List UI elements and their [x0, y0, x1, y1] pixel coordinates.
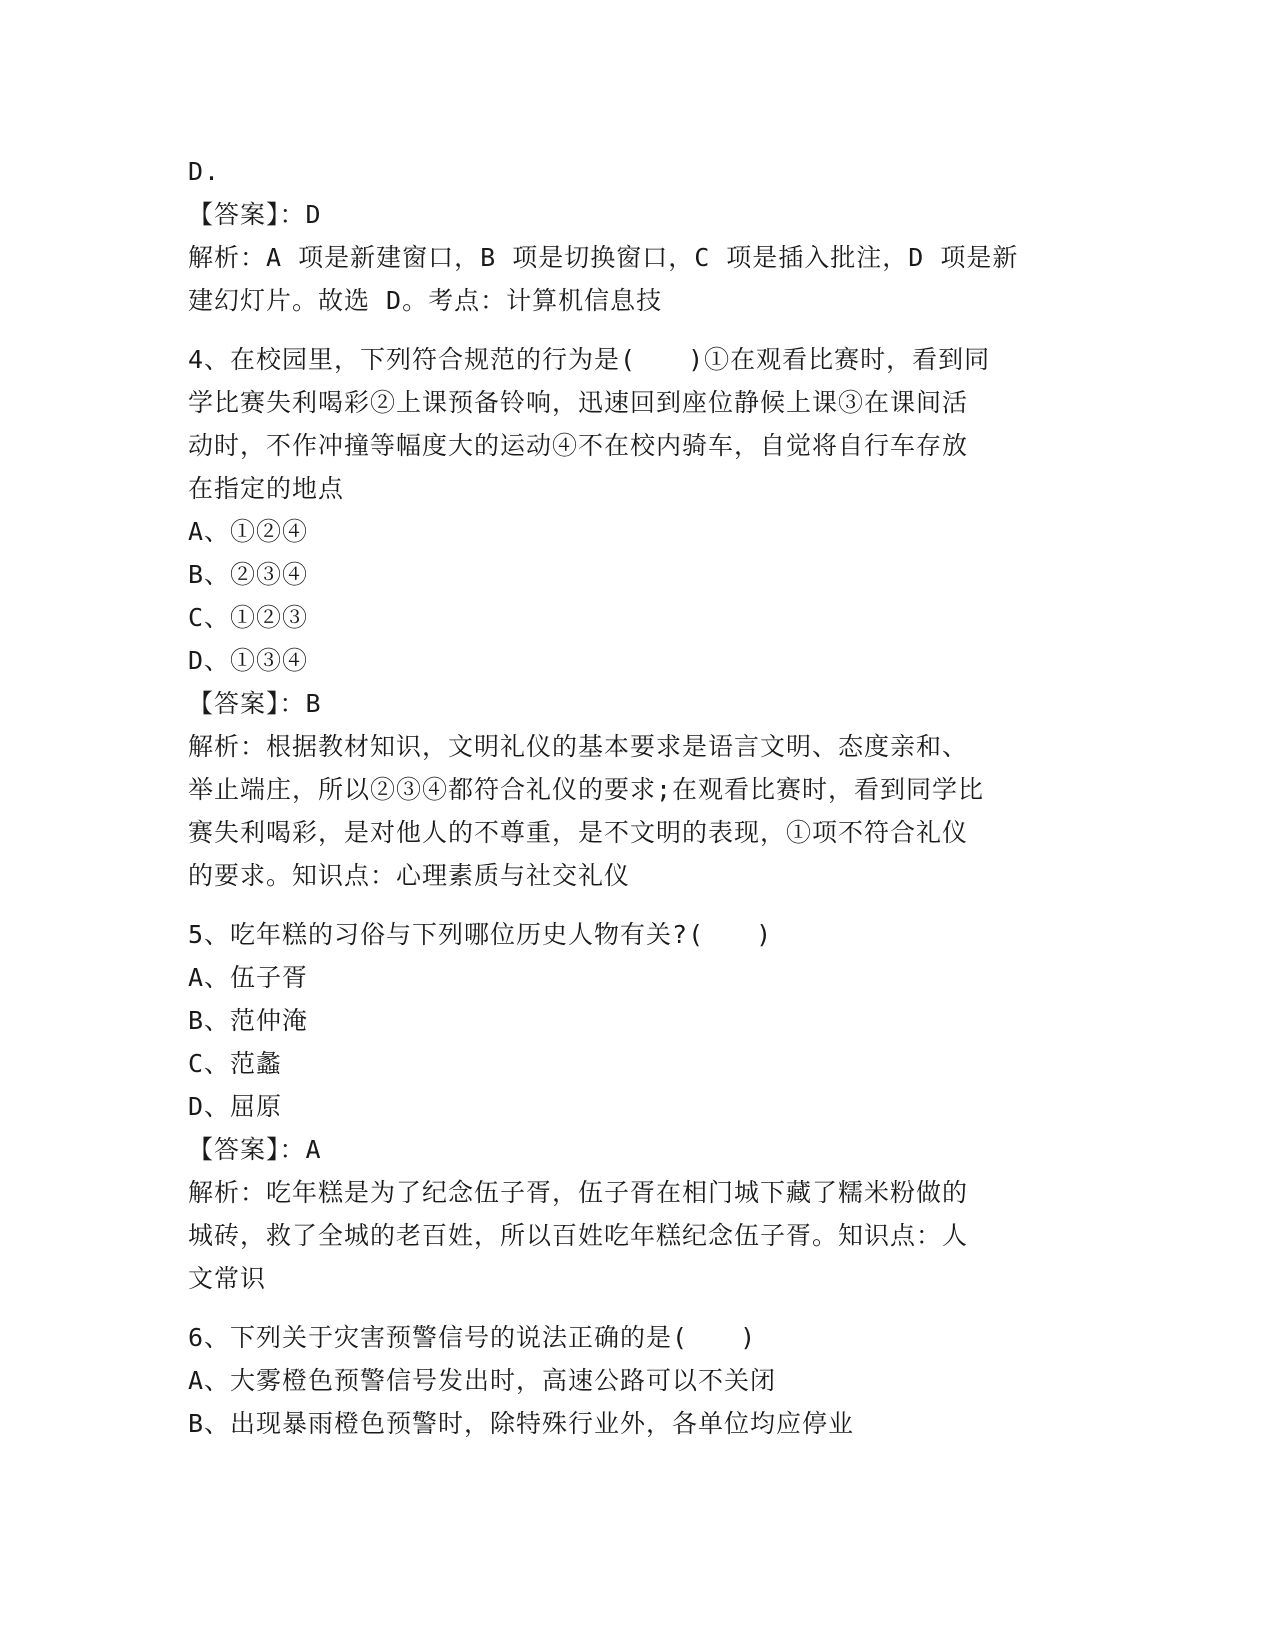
analysis-line: 解析：A 项是新建窗口，B 项是切换窗口，C 项是插入批注，D 项是新	[188, 243, 1019, 272]
question-6	[188, 1316, 1088, 1445]
question-3	[188, 150, 1088, 322]
option-a: A、大雾橙色预警信号发出时，高速公路可以不关闭	[188, 1366, 777, 1395]
option-b: B、②③④	[188, 560, 309, 589]
answer: 【答案】：D	[188, 200, 322, 229]
question-stem-line: 学比赛失利喝彩②上课预备铃响，迅速回到座位静候上课③在课间活	[188, 388, 969, 417]
document-page	[188, 150, 1088, 1445]
question-stem: 6、下列关于灾害预警信号的说法正确的是( )	[188, 1323, 757, 1352]
option-a: A、伍子胥	[188, 963, 309, 992]
analysis-line: 解析：根据教材知识，文明礼仪的基本要求是语言文明、态度亲和、	[188, 732, 969, 761]
analysis-line: 赛失利喝彩，是对他人的不尊重，是不文明的表现，①项不符合礼仪	[188, 818, 969, 847]
answer: 【答案】：A	[188, 1135, 322, 1164]
question-5	[188, 913, 1088, 1300]
answer: 【答案】：B	[188, 689, 322, 718]
question-stem-line: 在指定的地点	[188, 474, 345, 503]
analysis-line: 举止端庄，所以②③④都符合礼仪的要求;在观看比赛时，看到同学比	[188, 775, 985, 804]
option-d: D.	[188, 157, 221, 186]
option-d: D、①③④	[188, 646, 309, 675]
spacer	[188, 897, 1088, 913]
option-c: C、范蠡	[188, 1049, 283, 1078]
question-stem-line: 动时，不作冲撞等幅度大的运动④不在校内骑车，自觉将自行车存放	[188, 431, 969, 460]
question-stem-line: 4、在校园里，下列符合规范的行为是( )①在观看比赛时，看到同	[188, 345, 991, 374]
analysis-line: 文常识	[188, 1264, 267, 1293]
spacer	[188, 1300, 1088, 1316]
option-a: A、①②④	[188, 517, 309, 546]
option-b: B、出现暴雨橙色预警时，除特殊行业外，各单位均应停业	[188, 1409, 855, 1438]
option-b: B、范仲淹	[188, 1006, 309, 1035]
option-c: C、①②③	[188, 603, 309, 632]
spacer	[188, 322, 1088, 338]
analysis-line: 建幻灯片。故选 D。考点：计算机信息技	[188, 286, 663, 315]
question-4	[188, 338, 1088, 897]
analysis-line: 的要求。知识点：心理素质与社交礼仪	[188, 861, 631, 890]
analysis-line: 解析：吃年糕是为了纪念伍子胥，伍子胥在相门城下藏了糯米粉做的	[188, 1178, 969, 1207]
option-d: D、屈原	[188, 1092, 283, 1121]
question-stem: 5、吃年糕的习俗与下列哪位历史人物有关?( )	[188, 920, 773, 949]
analysis-line: 城砖，救了全城的老百姓，所以百姓吃年糕纪念伍子胥。知识点：人	[188, 1221, 969, 1250]
